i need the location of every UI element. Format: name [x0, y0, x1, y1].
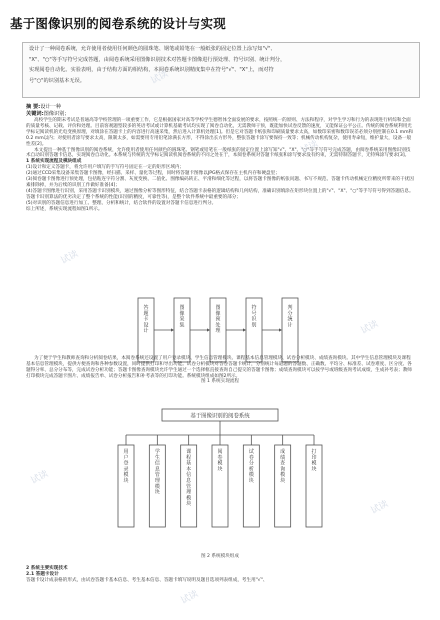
watermark: 试读 — [29, 469, 51, 487]
svg-text:块: 块 — [311, 466, 317, 473]
summary-box — [22, 42, 420, 98]
svg-text:登: 登 — [123, 460, 129, 467]
svg-text:采: 采 — [179, 316, 185, 323]
watermark: 试读 — [359, 319, 381, 337]
summary-line: 号"○"的识别基本无误。 — [29, 77, 85, 84]
module-diagram-svg — [112, 407, 328, 547]
figure-2 — [112, 407, 328, 559]
svg-text:理: 理 — [186, 489, 192, 496]
page-title: 基于图像识别的阅卷系统的设计与实现 — [10, 16, 226, 31]
list-item: (2)通过CCD采集设备采集答题卡图像，经扫描、采样、量化等过程，同时将答题卡图像以JPG格式保存在主机内存和硬盘里； — [26, 171, 280, 177]
svg-text:信: 信 — [154, 460, 160, 467]
svg-text:理: 理 — [154, 478, 160, 484]
svg-text:查: 查 — [280, 460, 286, 467]
svg-text:图: 图 — [215, 305, 221, 311]
arrow-head — [243, 328, 246, 331]
svg-text:息: 息 — [186, 478, 192, 484]
svg-text:模: 模 — [248, 472, 254, 479]
svg-text:模: 模 — [311, 460, 317, 467]
svg-text:生: 生 — [154, 454, 160, 461]
watermark: 试读 — [369, 499, 391, 517]
svg-text:块: 块 — [280, 478, 286, 484]
keywords-label: 关键词: — [26, 111, 44, 117]
svg-text:像: 像 — [179, 310, 185, 317]
module-label — [311, 448, 316, 472]
svg-text:判: 判 — [287, 305, 293, 311]
svg-text:试: 试 — [248, 449, 254, 455]
svg-text:卷: 卷 — [248, 454, 254, 461]
summary-line: 实现阅卷自动化。实验表明，由于结构方面的相结构，本阅卷系统识别精度集中在符号"√"、"X"上，而对符 — [29, 67, 274, 74]
svg-text:析: 析 — [248, 466, 254, 473]
abstract-block — [26, 104, 70, 118]
svg-text:学: 学 — [154, 449, 160, 455]
module-label — [249, 448, 254, 484]
svg-text:卡: 卡 — [143, 316, 149, 323]
flow-node-label — [179, 304, 184, 328]
svg-text:息: 息 — [154, 466, 160, 473]
svg-text:识: 识 — [251, 316, 257, 323]
paragraph: 答题卡设计成表格的形式，由试卷答题卡基本信息、考生基本信息、答题卡填写说明及题目选项列表组成，考生用"√"、 — [26, 577, 268, 583]
arrow-head — [279, 328, 282, 331]
watermark: 试读 — [59, 249, 81, 267]
svg-text:模: 模 — [280, 472, 286, 479]
svg-text:题: 题 — [143, 310, 149, 317]
svg-text:块: 块 — [248, 478, 254, 484]
svg-text:卷: 卷 — [217, 454, 223, 461]
flow-node-label — [143, 304, 148, 334]
list-item: (1)设计和定义答题卡，将允许用户填写的手写符号固定在一定的矩形区域内； — [26, 165, 185, 171]
svg-text:分: 分 — [287, 310, 293, 317]
svg-text:统: 统 — [287, 316, 293, 323]
svg-text:本: 本 — [186, 466, 192, 473]
svg-text:基: 基 — [186, 460, 192, 467]
section21-heading: 2.1 答题卡设计 — [26, 571, 59, 577]
keywords-text: 图像识别； — [43, 111, 70, 117]
svg-text:绩: 绩 — [280, 454, 286, 461]
svg-text:程: 程 — [186, 454, 192, 461]
svg-text:块: 块 — [217, 466, 223, 473]
svg-text:处: 处 — [215, 322, 221, 329]
body-section-1 — [26, 118, 414, 213]
arrow-head — [207, 328, 210, 331]
summary-line: "X"、"○"等手写符号完成答题，由阅卷系统采用图像识别技术对答题卡图像进行预处理、符号识别、统计判分， — [29, 56, 286, 63]
watermark: 试读 — [179, 589, 201, 607]
svg-text:块: 块 — [123, 478, 129, 484]
figure-1-caption: 图 1 系统实现流程 — [200, 379, 239, 384]
svg-text:课: 课 — [186, 449, 192, 455]
list-item: 综上所述，系统实现流程如图1所示。 — [26, 206, 103, 212]
svg-text:用: 用 — [123, 449, 129, 455]
watermark: 试读 — [299, 139, 321, 157]
paragraph: 本文提出一种基于图像识别的阅卷系统，允许使用者使用任何颜色的圆珠笔、钢笔或铅笔在一般纸张的固定位置上涂写知"√"、"X"、"○"等手写符号完成答题，由阅卷系统采用图像识别技术自动识别答题卡信息，实现阅卷自动化。本系统与传统的光学标记阅读机阅卷系统的不同之处在于，本阅卷系统对答题卡纸张和涂写要求没有约束，无需特制答题卡，无特殊涂写要求[3]。 — [26, 147, 411, 159]
svg-text:阅: 阅 — [217, 449, 223, 455]
figure-2-caption: 图 2 系统模块组成 — [200, 554, 239, 559]
keywords-line — [26, 111, 70, 118]
list-item: (4)答题卡图像进行识别，采用答题卡识别模块，通过图像分析等图形特征，结合答题卡表格的逻辑结构和几何结构，准确识别填涂在矩形块位置上的"√"、"X"、"○"等手写符号得到答题信息。答题卡识别算法的优劣决定了整个系统的性能(识别的精度，可靠性等)，是整个软件系统中最重要的部分； — [26, 188, 414, 200]
svg-text:打: 打 — [311, 449, 317, 455]
svg-text:像: 像 — [215, 310, 221, 317]
summary-line: 设计了一种阅卷系统，允许使用者使用任何颜色的圆珠笔、钢笔或铅笔在一般纸张的固定位置上涂写知"√"、 — [29, 46, 276, 52]
svg-text:块: 块 — [186, 501, 192, 508]
svg-text:号: 号 — [251, 310, 257, 317]
abstract-text: 设计一种 — [40, 104, 62, 110]
watermark: 试读 — [149, 69, 171, 87]
abstract-line — [26, 104, 70, 111]
svg-text:模: 模 — [154, 483, 160, 490]
svg-text:管: 管 — [186, 483, 192, 490]
abstract-label: 摘 要: — [26, 104, 41, 110]
paragraph: 为了便于学生和教师查询和分析阅卷结果，本阅卷系统还设置了用户登录模块、学生信息管理模块、课程基本信息管理模块、试卷分析模块、成绩查询模块。其中学生信息管理模块及课程基本信息管理模块，提供方便查询和各种参数设置，同时提供打印和导出功能。试卷分析模块对答卷答题卡统计，分别统计每道题的答题数、正确数、平均分、标准差、试卷难度、区分度、各题得分率、总分分布等，完成试卷分析功能；答题卡图像查询模块允许学生通过一个选择框直接查询自己提交的答题卡图像；成绩查询模块可以按学号或班级查询考试成绩，生成补考表；教师打印模块完成答题卡图片、成绩报告单、试卷分析报告和补考表等的打印功能。系统模块组成如图2所示。 — [26, 356, 412, 379]
svg-text:户: 户 — [123, 454, 129, 461]
svg-text:计: 计 — [287, 322, 293, 329]
svg-text:设: 设 — [143, 322, 149, 329]
svg-text:录: 录 — [123, 466, 129, 473]
svg-text:分: 分 — [248, 460, 254, 467]
svg-text:管: 管 — [154, 472, 160, 479]
svg-text:符: 符 — [251, 305, 257, 311]
svg-text:模: 模 — [217, 460, 223, 467]
section1-heading: 1 系统实现流程及模块组成 — [26, 159, 82, 165]
arrow-head — [171, 328, 174, 331]
svg-text:理: 理 — [215, 328, 221, 335]
svg-text:印: 印 — [311, 454, 317, 461]
svg-text:信: 信 — [186, 472, 192, 479]
svg-text:预: 预 — [215, 316, 221, 323]
body-section-3 — [26, 566, 414, 584]
body-section-2 — [26, 356, 414, 380]
svg-text:模: 模 — [186, 495, 192, 502]
svg-text:询: 询 — [280, 466, 286, 473]
module-label — [280, 448, 285, 484]
list-item: (3)阅卷题卡图像进行预处理，包括粘连字符分割、灰度变换、二值化、图像编码转正、平滑和细化等过程，以将答题卡图像的纸张问题、书写不规范、答题卡传动机械定位精度所带来的干扰因素排除掉，并为后续的识别工作做好准备[4]； — [26, 177, 414, 188]
svg-text:成: 成 — [280, 449, 286, 455]
module-label — [123, 448, 128, 484]
svg-text:块: 块 — [154, 489, 160, 496]
list-item: (5)对识别的答题信息进行加工、整理、分析和统计，结合软件的设置对答题卡信息进行判分。 — [26, 200, 217, 206]
flow-node-label — [215, 304, 220, 334]
section2-heading: 2 系统主要实现技术 — [26, 566, 68, 571]
root-node-label: 基于图像识别的阅卷系统 — [190, 413, 250, 420]
svg-text:图: 图 — [179, 305, 185, 311]
svg-text:模: 模 — [123, 472, 129, 479]
svg-text:集: 集 — [179, 322, 185, 329]
module-label — [217, 448, 222, 472]
paragraph: 高校学生的期末考试是普通高等学校管理的一项重要工作，它是根据国家对高等学校学生德智体全面发展的要求，按照统一的原则、方法和程序，对学生学习和行为的表现进行析综和全面的质量考核、记载、评价和处理。目前客观题型较多的英语考试或计算机基础考试均实现了阅卷自动化，无需教师干预，既能加快试卷反馈的速度，又能保证公平公正。传统的阅卷系统利用光学标记阅读机的光电变换原理，对填涂在答题卡上的内容进行高速采集，然后进入计算机处理[1]。但是它对答题卡纸张和印刷质量要求太高，如数印采密和数印误差必须分别控制在0.1 mm和0.2 mm以内；对使用者涂写要求太高，限制太多，如需要用专用铅笔涂满长方形，不得涂出长方形外，整张答题卡涂写要保持一致等；机械传动机构复杂，使用寿命短，维护量大，设备一般性差[2]。 — [26, 118, 414, 147]
svg-text:计: 计 — [143, 328, 149, 335]
flow-node-label — [287, 304, 292, 328]
svg-text:别: 别 — [251, 322, 257, 329]
svg-text:答: 答 — [143, 305, 149, 311]
